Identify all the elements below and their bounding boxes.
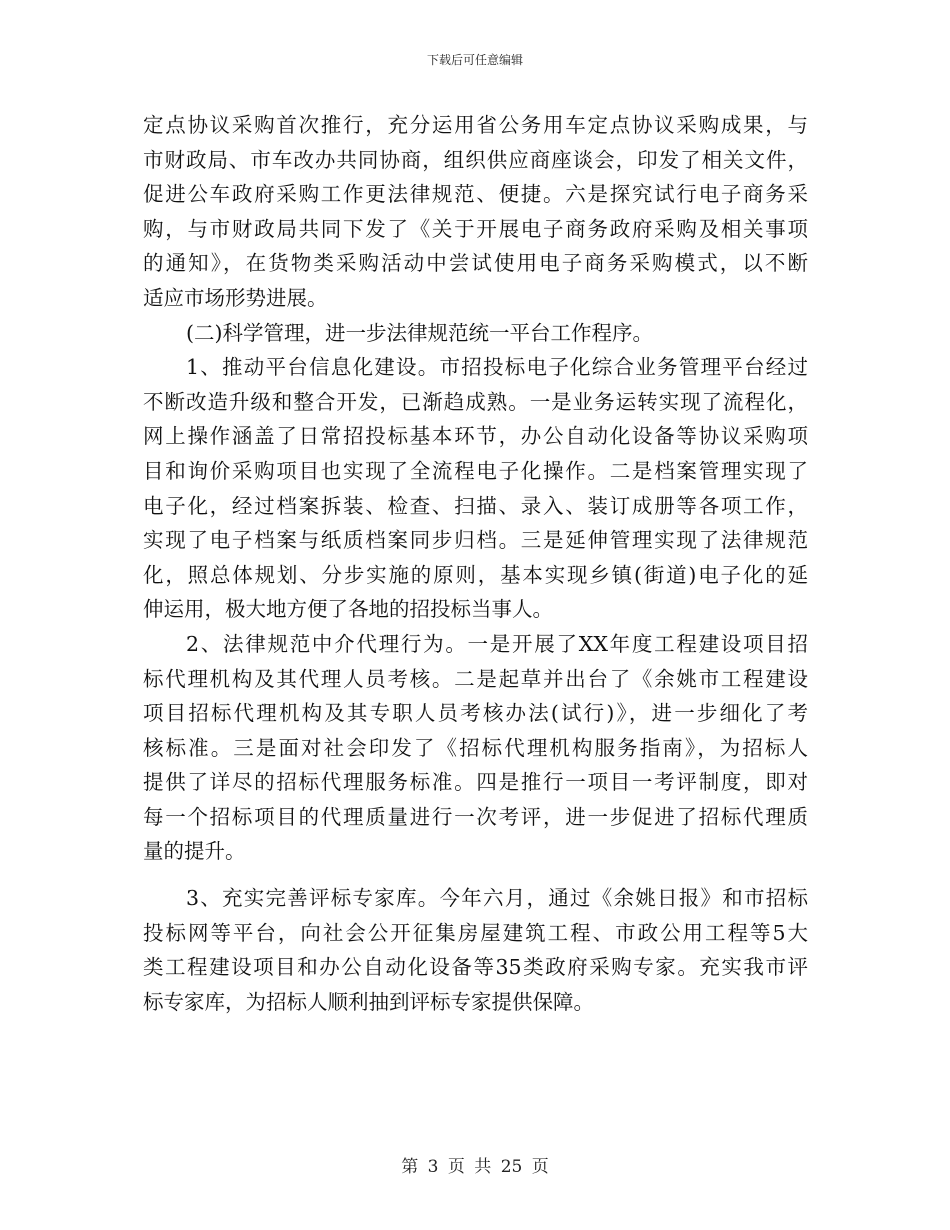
text-line: 提供了详尽的招标代理服务标准。四是推行一项目一考评制度，即对 <box>143 770 808 795</box>
paragraph-gap <box>143 869 808 881</box>
text-line: 市财政局、市车改办共同协商，组织供应商座谈会，印发了相关文件， <box>143 147 808 172</box>
text-line: 适应市场形势进展。 <box>143 285 328 310</box>
page-number-footer: 第 3 页 共 25 页 <box>401 1157 549 1177</box>
text-line: 伸运用，极大地方便了各地的招投标当事人。 <box>143 597 553 622</box>
text-line: 定点协议采购首次推行，充分运用省公务用车定点协议采购成果，与 <box>143 113 808 137</box>
text-line: 项目招标代理机构及其专职人员考核办法(试行)》，进一步细化了考 <box>143 701 808 726</box>
document-body <box>143 108 808 1019</box>
text-line: 2、法律规范中介代理行为。一是开展了XX年度工程建设项目招 <box>186 631 808 656</box>
text-line: 每一个招标项目的代理质量进行一次考评，进一步促进了招标代理质 <box>143 804 808 829</box>
text-line: 网上操作涵盖了日常招投标基本环节，办公自动化设备等协议采购项 <box>143 424 808 449</box>
text-line: (二)科学管理，进一步法律规范统一平台工作程序。 <box>186 320 653 345</box>
text-line: 标代理机构及其代理人员考核。二是起草并出台了《余姚市工程建设 <box>143 666 808 691</box>
text-line: 量的提升。 <box>143 839 246 864</box>
text-line: 的通知》，在货物类采购活动中尝试使用电子商务采购模式，以不断 <box>143 251 808 276</box>
page-header: 下载后可任意编辑 <box>426 53 523 67</box>
text-line: 化，照总体规划、分步实施的原则，基本实现乡镇(街道)电子化的延 <box>143 562 808 587</box>
text-line: 核标准。三是面对社会印发了《招标代理机构服务指南》，为招标人 <box>143 735 808 760</box>
text-line: 电子化，经过档案拆装、检查、扫描、录入、装订成册等各项工作， <box>143 493 808 518</box>
text-line: 1、推动平台信息化建设。市招投标电子化综合业务管理平台经过 <box>186 355 808 380</box>
text-line: 投标网等平台，向社会公开征集房屋建筑工程、市政公用工程等5大 <box>143 920 808 945</box>
text-line: 实现了电子档案与纸质档案同步归档。三是延伸管理实现了法律规范 <box>143 528 808 553</box>
text-line: 目和询价采购项目也实现了全流程电子化操作。二是档案管理实现了 <box>143 458 808 483</box>
text-line: 标专家库，为招标人顺利抽到评标专家提供保障。 <box>143 989 594 1014</box>
text-line: 3、充实完善评标专家库。今年六月，通过《余姚日报》和市招标 <box>186 886 808 911</box>
text-line: 促进公车政府采购工作更法律规范、便捷。六是探究试行电子商务采 <box>143 182 808 207</box>
text-line: 类工程建设项目和办公自动化设备等35类政府采购专家。充实我市评 <box>143 955 808 980</box>
text-line: 购，与市财政局共同下发了《关于开展电子商务政府采购及相关事项 <box>143 216 808 241</box>
text-line: 不断改造升级和整合开发，已渐趋成熟。一是业务运转实现了流程化， <box>143 389 808 414</box>
